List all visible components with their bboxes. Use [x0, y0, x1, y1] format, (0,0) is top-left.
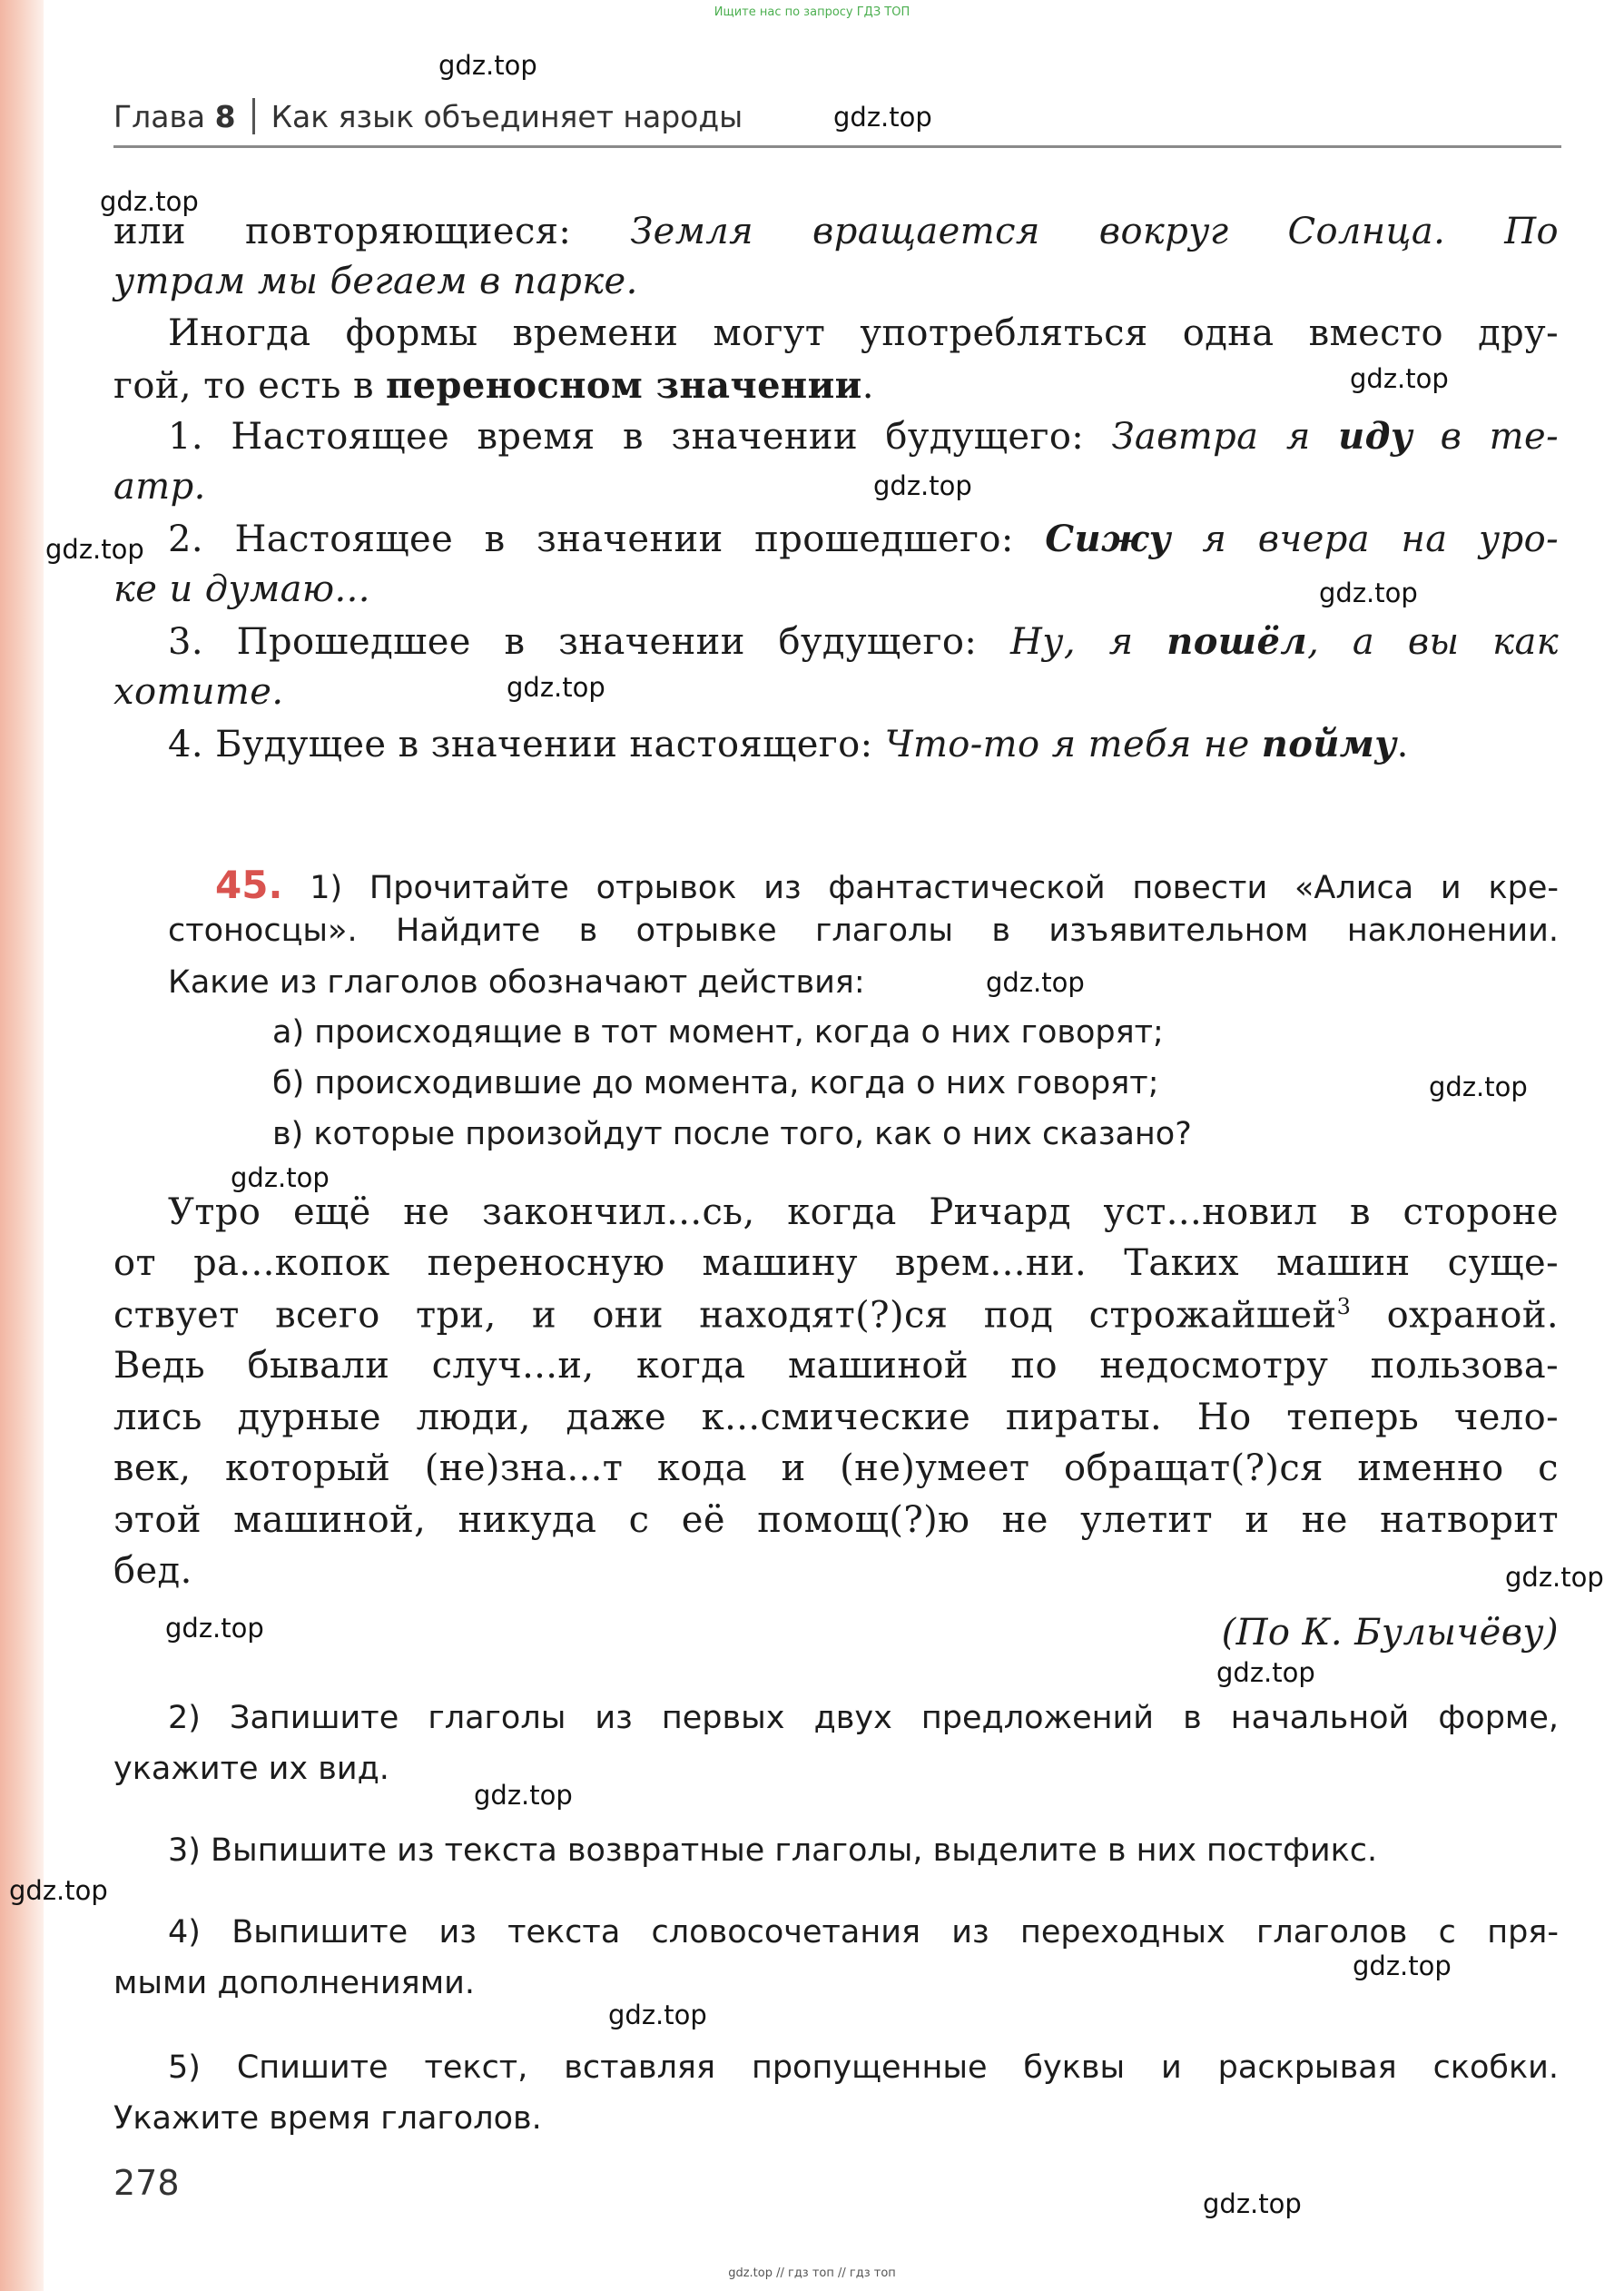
exercise-task-line: укажите их вид.: [113, 1751, 389, 1787]
watermark: gdz.top: [1216, 1657, 1315, 1688]
exercise-option: б) происходившие до момента, когда о них говорят;: [272, 1065, 1159, 1101]
watermark: gdz.top: [873, 470, 972, 501]
text-line: атр.: [113, 466, 206, 508]
watermark: gdz.top: [833, 102, 932, 133]
passage-line: этой машиной, никуда с её помощ(?)ю не улетит и не натворит: [113, 1499, 1559, 1541]
watermark: gdz.top: [1353, 1950, 1452, 1981]
watermark: gdz.top: [608, 2000, 707, 2030]
exercise-task-line: 5) Спишите текст, вставляя пропущенные буквы и раскрывая скобки.: [168, 2049, 1559, 2086]
text-line: хотите.: [113, 671, 284, 713]
page-number: 278: [113, 2163, 180, 2203]
text-line: утрам мы бегаем в парке.: [113, 261, 638, 302]
watermark: gdz.top: [1429, 1071, 1528, 1102]
watermark: gdz.top: [1505, 1562, 1604, 1593]
chapter-title: Как язык объединяет народы: [271, 99, 743, 134]
exercise-task-line: мыми дополнениями.: [113, 1965, 475, 2001]
passage-line: век, который (не)зна...т кода и (не)умеет обращат(?)ся именно с: [113, 1447, 1559, 1489]
watermark: gdz.top: [231, 1162, 330, 1193]
exercise-task-line: 2) Запишите глаголы из первых двух предложений в начальной форме,: [168, 1700, 1559, 1736]
passage-line: лись дурные люди, даже к...смические пираты. Но теперь чело-: [113, 1397, 1559, 1438]
exercise-task-line: 4) Выпишите из текста словосочетания из переходных глаголов с пря-: [168, 1914, 1559, 1950]
watermark: gdz.top: [1350, 363, 1449, 394]
watermark: gdz.top: [45, 534, 144, 565]
chapter-label: Глава 8: [113, 99, 236, 134]
text-line: Иногда формы времени могут употребляться одна вместо дру-: [168, 312, 1559, 354]
passage-line: от ра...копок переносную машину врем...ни. Таких машин суще-: [113, 1242, 1559, 1284]
watermark: gdz.top: [438, 50, 537, 81]
watermark: gdz.top: [507, 672, 605, 703]
page-edge-decoration: [0, 0, 44, 2291]
exercise-task-line: Какие из глаголов обозначают действия:: [168, 964, 865, 1001]
watermark: gdz.top: [1203, 2188, 1302, 2219]
watermark: gdz.top: [100, 186, 199, 217]
watermark: gdz.top: [986, 967, 1085, 998]
watermark: gdz.top: [1319, 578, 1418, 608]
list-item: 1. Настоящее время в значении будущего: Завтра я иду в те-: [168, 415, 1559, 458]
watermark: gdz.top: [9, 1875, 108, 1906]
text-line: ке и думаю...: [113, 568, 370, 610]
exercise-task-line: 3) Выпишите из текста возвратные глаголы, выделите в них постфикс.: [168, 1832, 1378, 1869]
footnote-mark: 3: [1336, 1294, 1352, 1319]
passage-source: (По К. Булычёву): [1221, 1612, 1559, 1654]
exercise-number: 45.: [215, 863, 283, 907]
passage-line: Утро ещё не закончил...сь, когда Ричард уст...новил в стороне: [168, 1191, 1559, 1233]
passage-line: бед.: [113, 1550, 192, 1592]
passage-line: Ведь бывали случ...и, когда машиной по недосмотру пользова-: [113, 1345, 1559, 1387]
list-item: 4. Будущее в значении настоящего: Что-то я тебя не пойму.: [168, 723, 1409, 765]
header-separator: [252, 98, 255, 134]
top-note: Ищите нас по запросу ГДЗ ТОП: [714, 5, 910, 19]
text-line: или повторяющиеся: Земля вращается вокруг Солнца. По: [113, 211, 1559, 252]
list-item: 2. Настоящее в значении прошедшего: Сижу я вчера на уро-: [168, 518, 1559, 560]
exercise-option: в) которые произойдут после того, как о них сказано?: [272, 1116, 1192, 1152]
watermark: gdz.top: [165, 1613, 264, 1644]
watermark: gdz.top: [474, 1780, 573, 1811]
list-item: 3. Прошедшее в значении будущего: Ну, я пошёл, а вы как: [168, 620, 1560, 663]
exercise-task-line: 45. 1) Прочитайте отрывок из фантастической повести «Алиса и кре-: [215, 863, 1559, 907]
passage-line: ствует всего три, и они находят(?)ся под строжайшей$^3$ охраной.: [113, 1294, 1559, 1337]
exercise-task-line: стоносцы». Найдите в отрывке глаголы в изъявительном наклонении.: [168, 913, 1559, 949]
bottom-note: gdz.top // гдз топ // гдз топ: [728, 2266, 896, 2280]
exercise-option: а) происходящие в тот момент, когда о них говорят;: [272, 1014, 1164, 1051]
text-line: гой, то есть в переносном значении.: [113, 364, 874, 407]
exercise-task-line: Укажите время глаголов.: [113, 2100, 542, 2137]
